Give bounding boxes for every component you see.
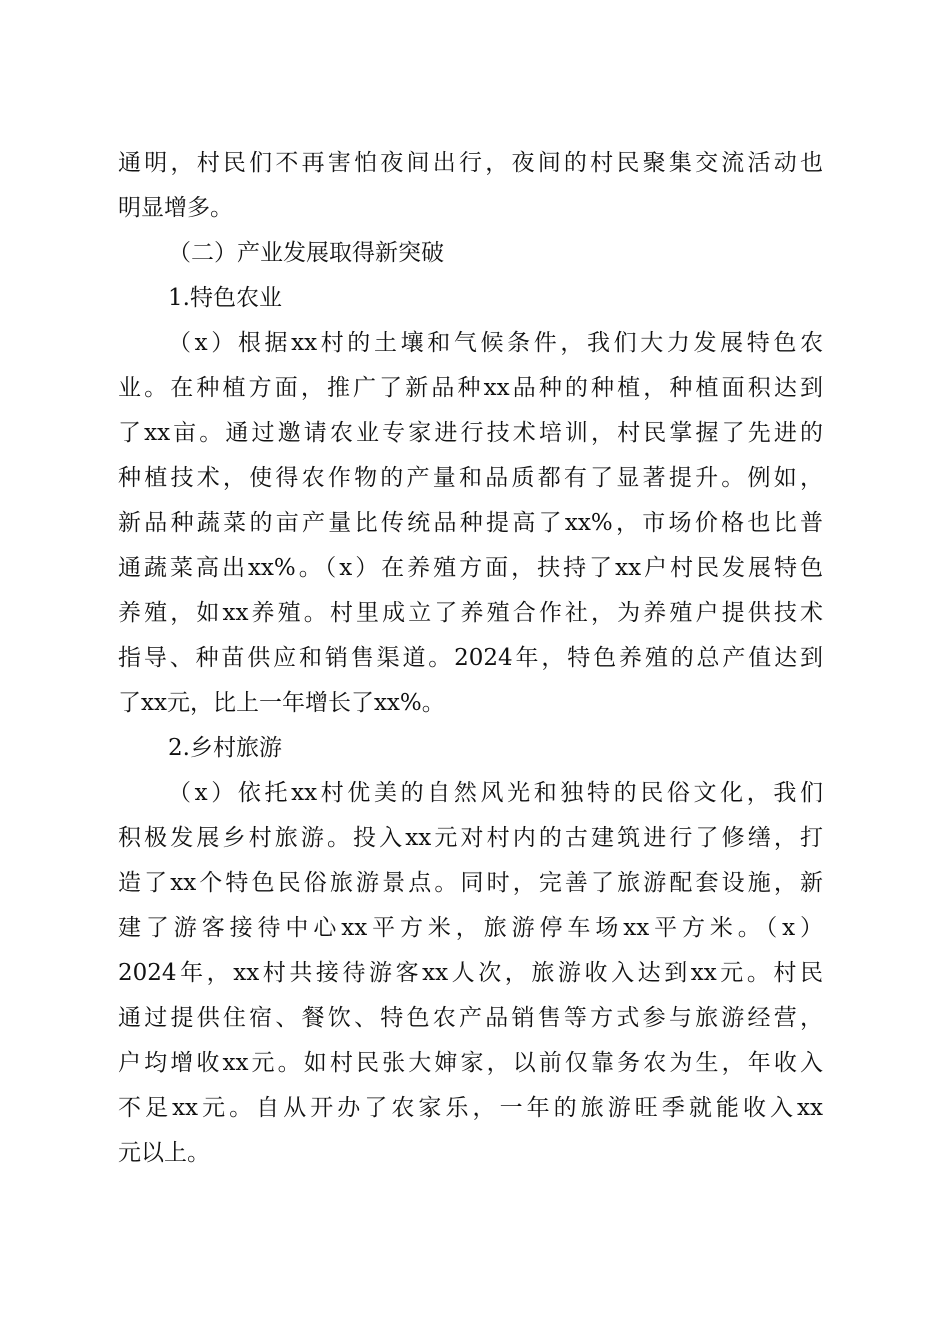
paragraph-line: 通明，村民们不再害怕夜间出行，夜间的村民聚集交流活动也: [118, 150, 823, 176]
paragraph-line: 业。在种植方面，推广了新品种xx品种的种植，种植面积达到: [118, 375, 823, 401]
paragraph-line: 造了xx个特色民俗旅游景点。同时，完善了旅游配套设施，新: [118, 870, 823, 896]
paragraph-line: 户均增收xx元。如村民张大婶家，以前仅靠务农为生，年收入: [118, 1050, 823, 1076]
paragraph-line: 明显增多。: [118, 195, 233, 221]
paragraph-line: 了xx亩。通过邀请农业专家进行技术培训，村民掌握了先进的: [118, 420, 823, 446]
subsection-heading: 1.特色农业: [168, 285, 282, 311]
paragraph-line: 新品种蔬菜的亩产量比传统品种提高了xx%，市场价格也比普: [118, 510, 823, 536]
document-page: [118, 141, 823, 1176]
paragraph-line: 元以上。: [118, 1140, 210, 1166]
paragraph-line: 积极发展乡村旅游。投入xx元对村内的古建筑进行了修缮，打: [118, 825, 823, 851]
paragraph-line: 建了游客接待中心xx平方米，旅游停车场xx平方米。（x）: [118, 915, 823, 941]
paragraph-line: 了xx元，比上一年增长了xx%。: [118, 690, 445, 716]
paragraph-line: （x）根据xx村的土壤和气候条件，我们大力发展特色农: [168, 330, 823, 356]
paragraph-line: 2024年，xx村共接待游客xx人次，旅游收入达到xx元。村民: [118, 960, 823, 986]
paragraph-line: 种植技术，使得农作物的产量和品质都有了显著提升。例如，: [118, 465, 823, 491]
paragraph-line: 通蔬菜高出xx%。（x）在养殖方面，扶持了xx户村民发展特色: [118, 555, 823, 581]
subsection-heading: 2.乡村旅游: [168, 735, 282, 761]
paragraph-line: （x）依托xx村优美的自然风光和独特的民俗文化，我们: [168, 780, 823, 806]
paragraph-line: 养殖，如xx养殖。村里成立了养殖合作社，为养殖户提供技术: [118, 600, 823, 626]
paragraph-line: 不足xx元。自从开办了农家乐，一年的旅游旺季就能收入xx: [118, 1095, 823, 1121]
section-heading: （二）产业发展取得新突破: [168, 240, 444, 266]
paragraph-line: 通过提供住宿、餐饮、特色农产品销售等方式参与旅游经营，: [118, 1005, 823, 1031]
paragraph-line: 指导、种苗供应和销售渠道。2024年，特色养殖的总产值达到: [118, 645, 823, 671]
